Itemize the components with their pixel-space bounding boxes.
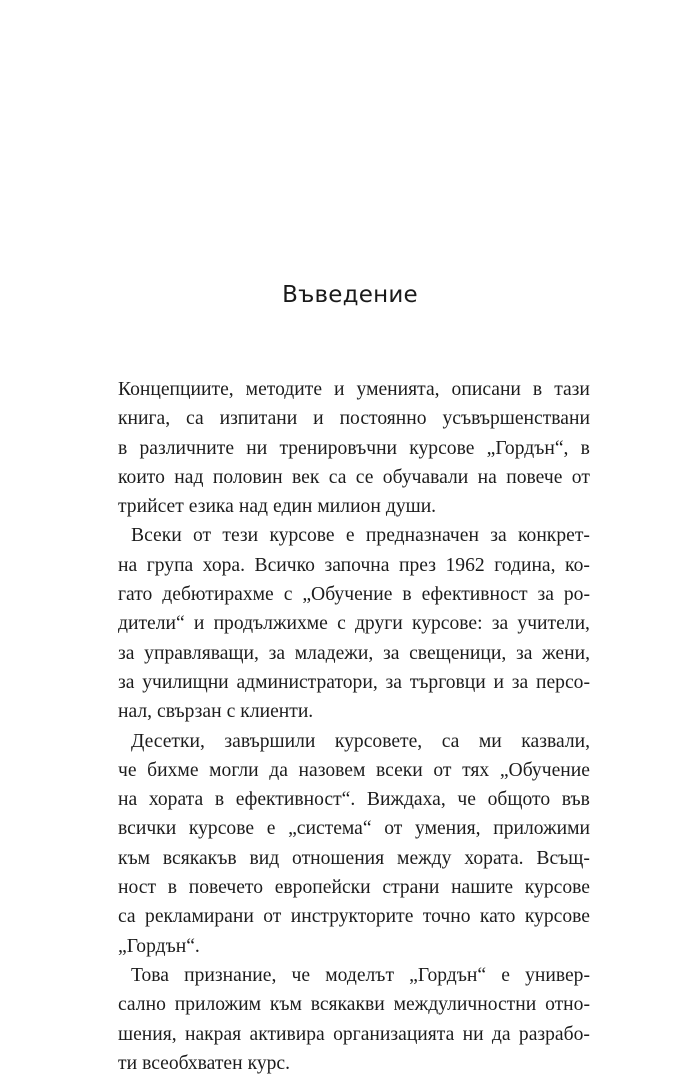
paragraph [118,375,590,521]
text-line: на хората в ефективност“. Виждаха, че общото във [118,789,590,811]
text-line: са рекламирани от инструкторите точно като курсове [118,906,590,928]
text-line: „Гордън“. [118,935,200,957]
text-line: Това признание, че моделът „Гордън“ е универ- [131,964,590,986]
text-line: дители“ и продължихме с други курсове: за учители, [118,613,590,635]
paragraph [118,727,590,961]
text-line: че бихме могли да назовем всеки от тях „Обучение [118,759,590,781]
text-line: всички курсове е „система“ от умения, приложими [118,818,590,840]
chapter-body [118,375,590,1078]
text-line: шения, накрая активира организацията ни да разрабо- [118,1023,590,1045]
text-line: ти всеобхватен курс. [118,1052,291,1074]
text-line: на група хора. Всичко започна през 1962 година, ко- [118,554,590,576]
paragraph [118,961,590,1078]
chapter-title: Въведение [282,282,418,308]
text-line: трийсет езика над един милион души. [118,496,437,518]
text-line: гато дебютирахме с „Обучение в ефективност за ро- [118,584,590,606]
text-line: Десетки, завършили курсовете, са ми казвали, [131,730,590,752]
text-line: за училищни администратори, за търговци и за персо- [118,671,590,693]
text-line: Концепциите, методите и уменията, описани в тази [118,379,590,400]
text-line: ност в повечето европейски страни нашите курсове [118,877,590,899]
text-line: които над половин век са се обучавали на повече от [118,466,590,488]
text-line: нал, свързан с клиенти. [118,701,314,723]
text-line: Всеки от тези курсове е предназначен за конкрет- [131,525,590,547]
text-line: към всякакъв вид отношения между хората. Всъщ- [118,847,590,869]
text-line: за управляващи, за младежи, за свещеници, за жени, [118,642,590,664]
text-line: сално приложим към всякакви междуличностни отно- [118,994,590,1016]
text-line: книга, са изпитани и постоянно усъвършенствани [118,408,590,430]
text-line: в различните ни тренировъчни курсове „Гордън“, в [118,437,590,459]
paragraph [118,521,590,726]
